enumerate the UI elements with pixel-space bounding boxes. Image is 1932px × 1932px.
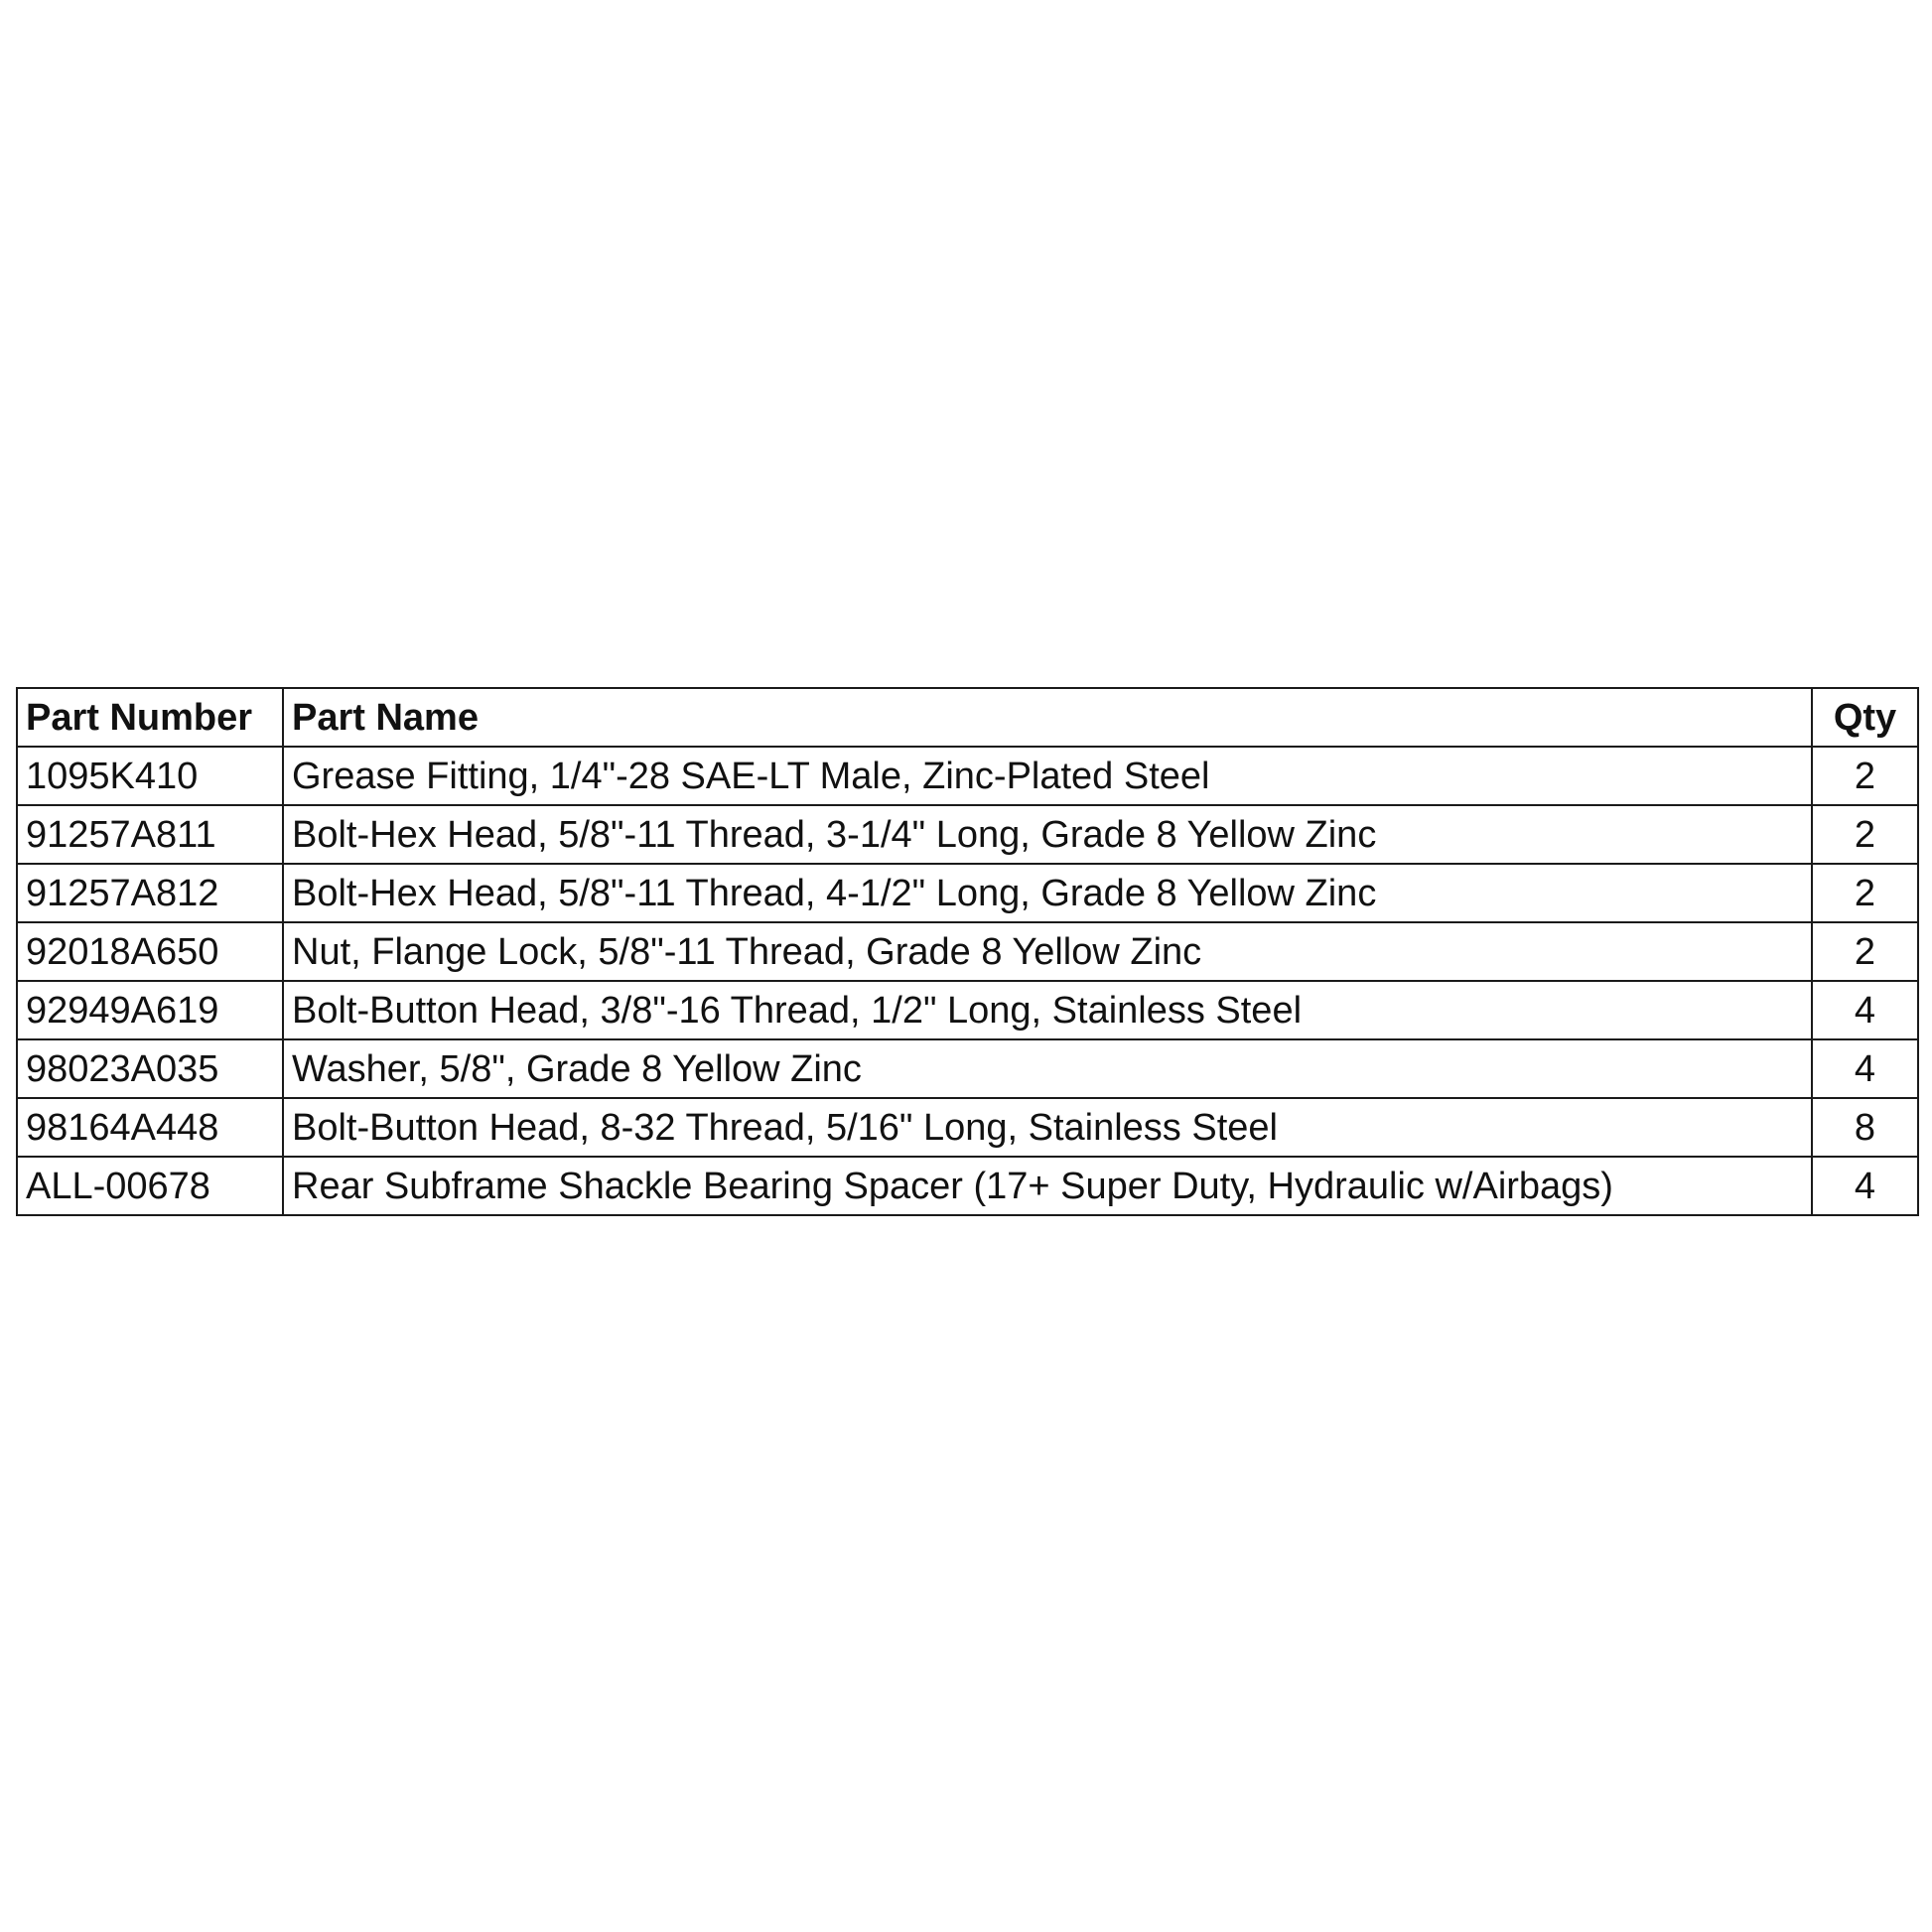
table-row	[17, 805, 1918, 864]
cell-qty: 8	[1812, 1098, 1918, 1157]
cell-qty: 2	[1812, 747, 1918, 805]
table-row	[17, 981, 1918, 1039]
cell-part-number: 92949A619	[17, 981, 283, 1039]
table-header-row	[17, 688, 1918, 747]
cell-qty: 4	[1812, 981, 1918, 1039]
cell-part-number: 1095K410	[17, 747, 283, 805]
table-row	[17, 1098, 1918, 1157]
cell-qty: 2	[1812, 805, 1918, 864]
cell-part-name: Nut, Flange Lock, 5/8"-11 Thread, Grade 8 Yellow Zinc	[283, 922, 1812, 981]
cell-part-name: Bolt-Hex Head, 5/8"-11 Thread, 4-1/2" Long, Grade 8 Yellow Zinc	[283, 864, 1812, 922]
cell-part-name: Bolt-Button Head, 8-32 Thread, 5/16" Long, Stainless Steel	[283, 1098, 1812, 1157]
table-row	[17, 922, 1918, 981]
cell-part-number: ALL-00678	[17, 1157, 283, 1215]
cell-part-number: 98164A448	[17, 1098, 283, 1157]
header-qty: Qty	[1812, 688, 1918, 747]
cell-qty: 2	[1812, 922, 1918, 981]
cell-part-name: Bolt-Button Head, 3/8"-16 Thread, 1/2" Long, Stainless Steel	[283, 981, 1812, 1039]
header-part-name: Part Name	[283, 688, 1812, 747]
table-row	[17, 864, 1918, 922]
cell-qty: 4	[1812, 1039, 1918, 1098]
cell-part-number: 91257A812	[17, 864, 283, 922]
cell-qty: 4	[1812, 1157, 1918, 1215]
table-row	[17, 747, 1918, 805]
cell-part-name: Bolt-Hex Head, 5/8"-11 Thread, 3-1/4" Long, Grade 8 Yellow Zinc	[283, 805, 1812, 864]
table-row	[17, 1039, 1918, 1098]
cell-qty: 2	[1812, 864, 1918, 922]
table-row	[17, 1157, 1918, 1215]
header-part-number: Part Number	[17, 688, 283, 747]
cell-part-number: 92018A650	[17, 922, 283, 981]
cell-part-name: Washer, 5/8", Grade 8 Yellow Zinc	[283, 1039, 1812, 1098]
cell-part-name: Rear Subframe Shackle Bearing Spacer (17+ Super Duty, Hydraulic w/Airbags)	[283, 1157, 1812, 1215]
cell-part-number: 98023A035	[17, 1039, 283, 1098]
cell-part-name: Grease Fitting, 1/4"-28 SAE-LT Male, Zinc-Plated Steel	[283, 747, 1812, 805]
parts-table	[16, 687, 1919, 1216]
cell-part-number: 91257A811	[17, 805, 283, 864]
